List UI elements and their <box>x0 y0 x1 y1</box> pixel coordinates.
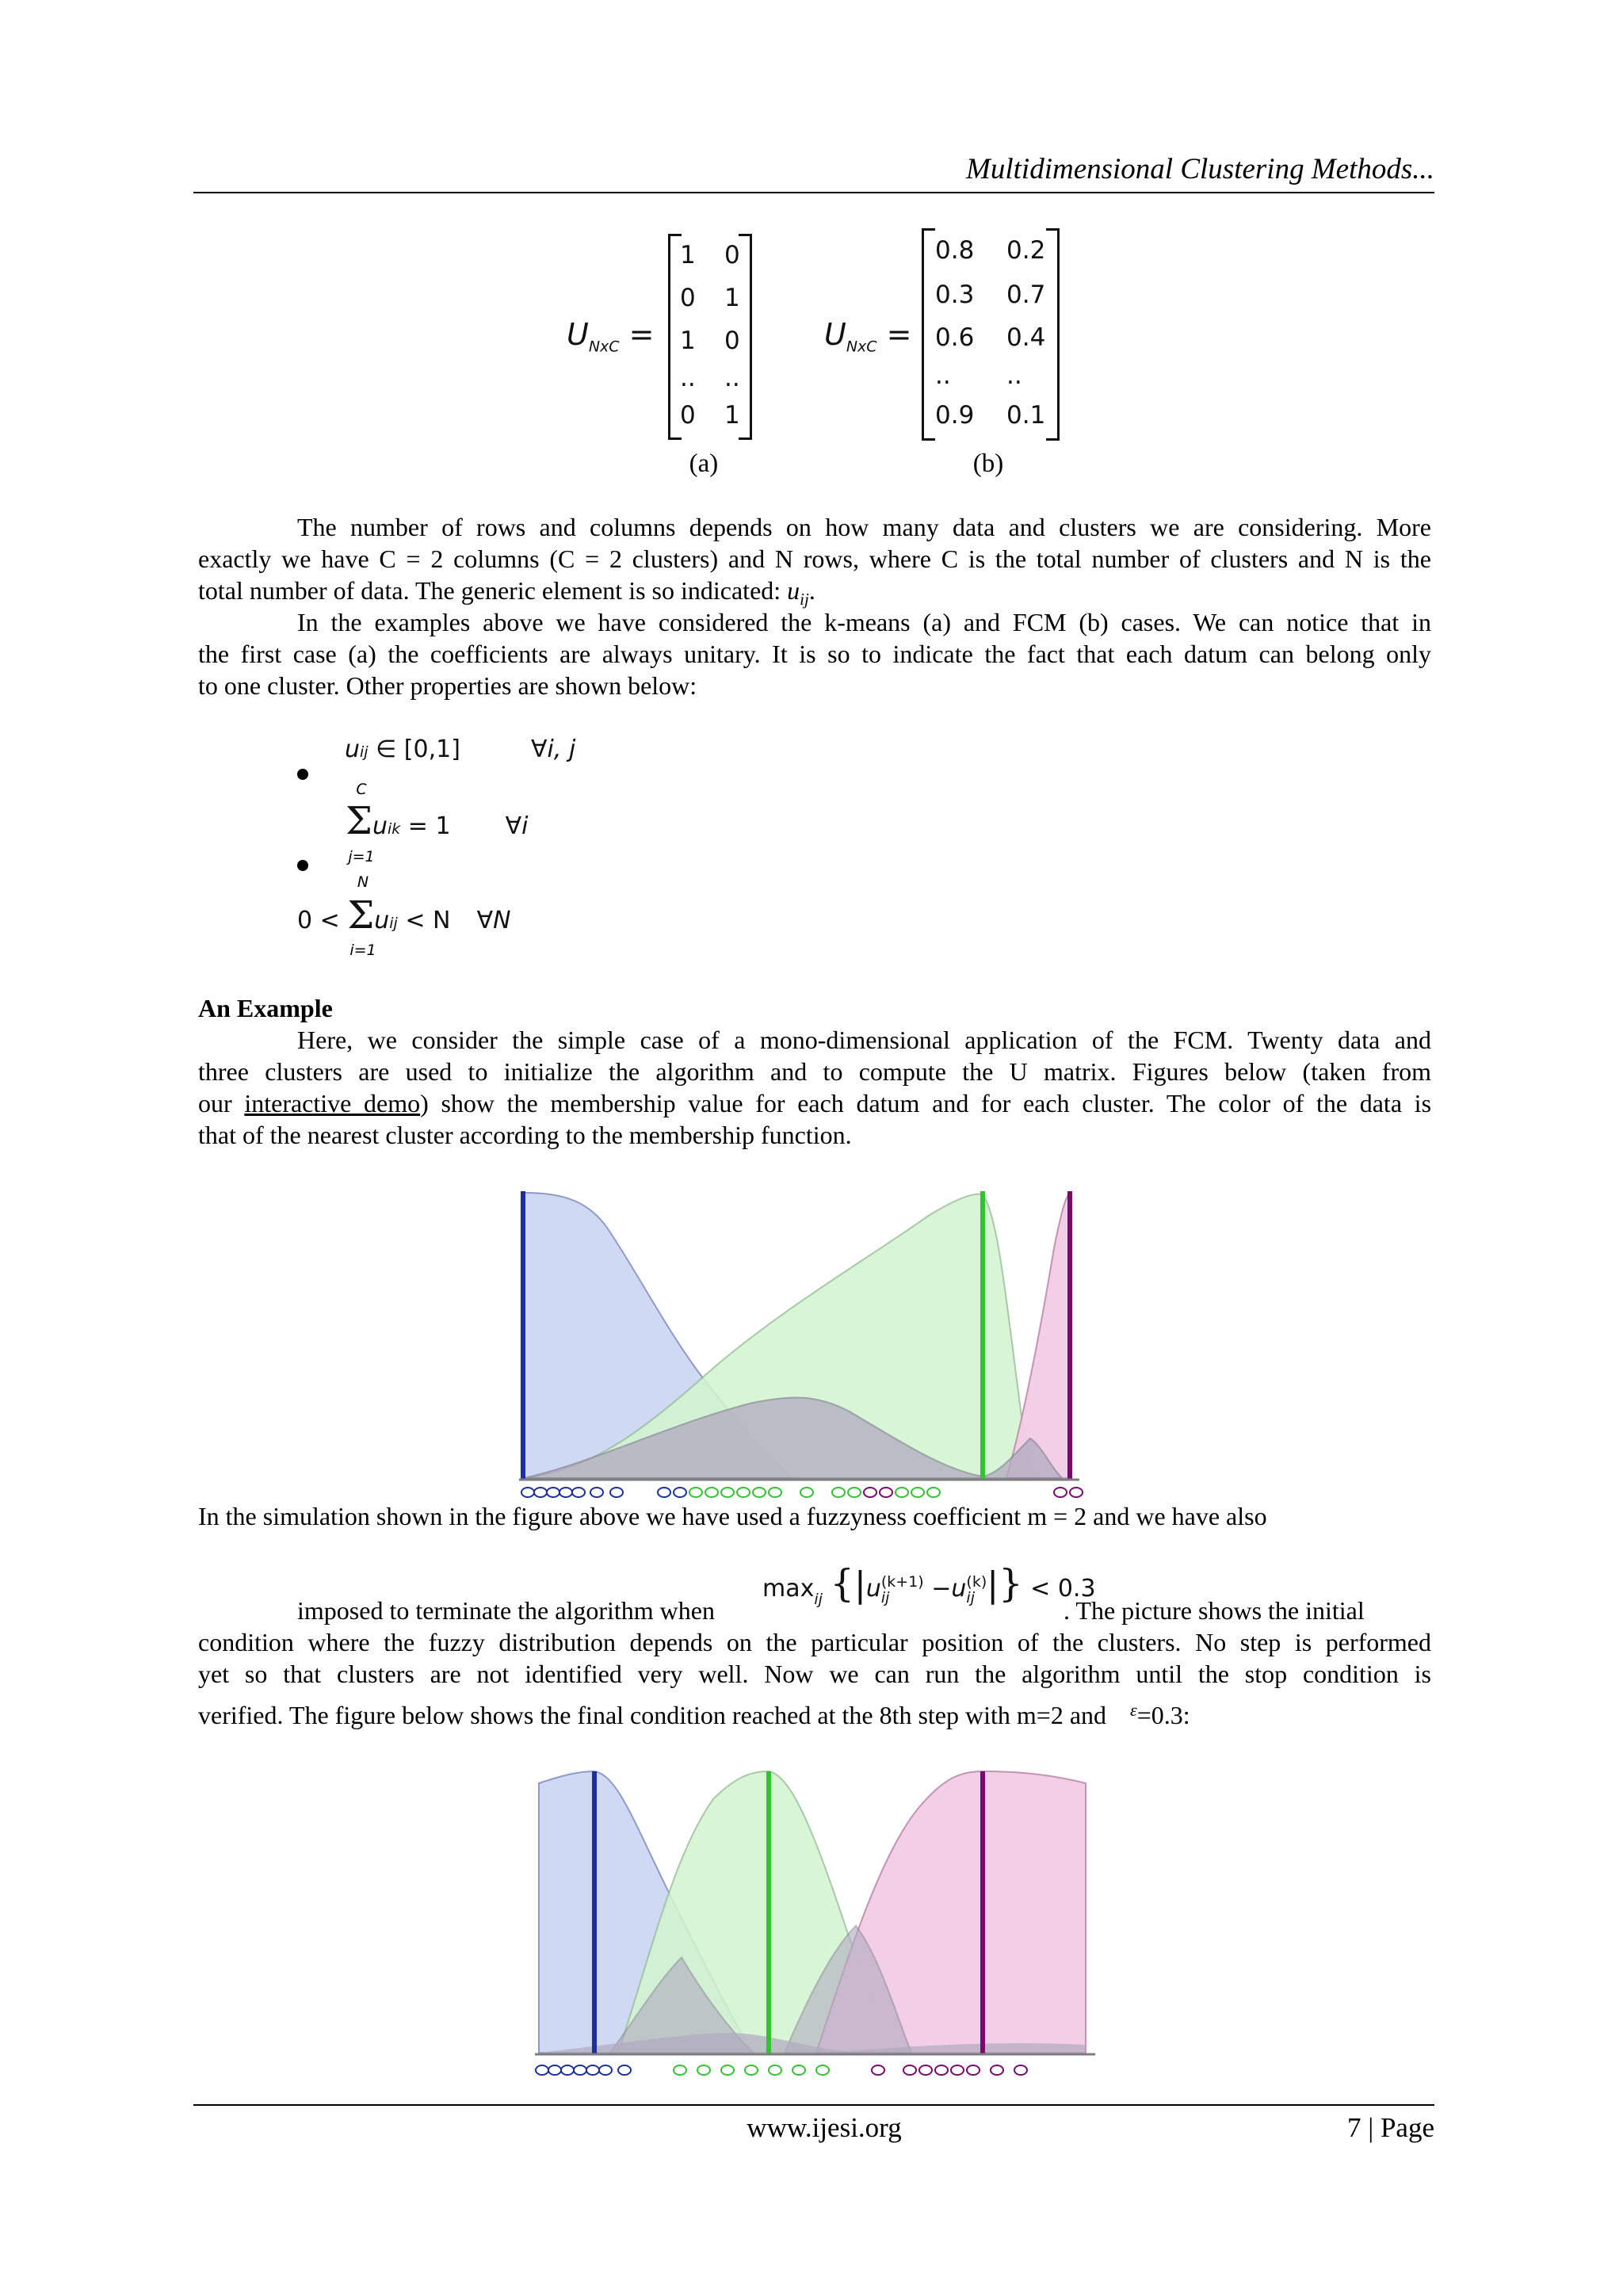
data-point-marker <box>536 2065 548 2075</box>
text-line: that of the nearest cluster according to the membership function. <box>198 1121 852 1149</box>
bullet-point <box>297 860 308 871</box>
data-point-marker <box>1014 2065 1027 2075</box>
paragraph-example <box>198 1024 1431 1151</box>
data-point-marker <box>586 2065 599 2075</box>
paragraph-termination <box>198 1595 1431 1731</box>
text-line: three clusters are used to initialize the algorithm and to compute the U matrix. Figures below (taken from <box>198 1057 1431 1086</box>
matrix-b-left-bracket <box>922 228 935 441</box>
stop-condition-formula: $\max_{ij} \{|u$ (k+1) ij −u (k) ij |} < 0.3 <box>762 1561 1096 1608</box>
data-point-marker <box>548 2065 561 2075</box>
data-point-marker <box>521 1488 534 1497</box>
data-point-marker <box>737 1488 750 1497</box>
matrix-a-caption: (a) <box>689 449 719 478</box>
text-line: exactly we have C = 2 columns (C = 2 clusters) and N rows, where C is the total number of clusters and N is the <box>198 544 1431 573</box>
paragraph-rows-columns <box>198 511 1431 615</box>
data-point-marker <box>721 2065 734 2075</box>
data-point-marker <box>618 2065 631 2075</box>
data-point-marker <box>872 2065 884 2075</box>
data-point-marker <box>561 2065 574 2075</box>
text-line: the first case (a) the coefficients are always unitary. It is so to indicate the fact that each datum can belong only <box>198 640 1431 668</box>
text-line: verified. The figure below shows the final condition reached at the 8th step with m=2 and $^\varepsilon$=0.3: <box>198 1700 1190 1729</box>
data-point-marker <box>610 1488 623 1497</box>
matrix-b-caption: (b) <box>972 449 1004 478</box>
data-point-marker <box>769 1488 781 1497</box>
bullet-point <box>297 769 308 780</box>
data-point-marker <box>848 1488 861 1497</box>
data-point-marker <box>674 2065 686 2075</box>
data-point-marker <box>935 2065 948 2075</box>
property-bound-formula: 0 < Σuij < N ∀N <box>297 893 511 938</box>
data-point-marker <box>721 1488 734 1497</box>
data-point-marker <box>753 1488 766 1497</box>
data-point-marker <box>967 2065 980 2075</box>
figure-final-membership <box>531 1759 1102 2084</box>
data-point-marker <box>800 1488 813 1497</box>
data-point-marker <box>880 1488 892 1497</box>
data-point-marker <box>697 2065 710 2075</box>
property-range-formula: uij ∈ [0,1] ∀i, j <box>345 735 576 763</box>
property-sum-formula: Σuik = 1 ∀i <box>346 799 529 843</box>
data-point-marker <box>658 1488 670 1497</box>
data-point-marker <box>572 1488 585 1497</box>
data-point-marker <box>792 2065 805 2075</box>
running-header: Multidimensional Clustering Methods... <box>966 153 1434 185</box>
data-point-marker <box>816 2065 829 2075</box>
text-line: Here, we consider the simple case of a mono-dimensional application of the FCM. Twenty data and <box>297 1026 1431 1054</box>
property-bound-formula-bottom: i=1 <box>349 942 376 959</box>
text-line: The number of rows and columns depends on how many data and clusters we are considering. More <box>297 513 1431 541</box>
data-point-marker <box>745 2065 758 2075</box>
data-point-marker <box>769 2065 781 2075</box>
data-point-marker <box>705 1488 718 1497</box>
header-rule <box>193 192 1434 193</box>
data-point-marker <box>547 1488 559 1497</box>
footer-website: www.ijesi.org <box>747 2112 902 2143</box>
text-line: condition where the fuzzy distribution depends on the particular position of the clusters. No step is performed <box>198 1628 1431 1656</box>
footer-rule <box>193 2104 1434 2106</box>
figure-initial-membership <box>515 1185 1117 1502</box>
data-point-marker <box>832 1488 845 1497</box>
matrix-b-label: $U_{NxC}$ = <box>824 317 912 356</box>
matrix-a-body: 1 0 0 1 1 0 .. .. 0 1 <box>680 241 740 430</box>
matrix-a-label: $U_{NxC}$ = <box>567 317 655 356</box>
text-line: imposed to terminate the algorithm when . The picture shows the initial <box>297 1596 1365 1625</box>
paragraph-simulation <box>198 1500 1431 1532</box>
data-point-marker <box>1070 1488 1083 1497</box>
footer-page-number: 7 | Page <box>1346 2112 1434 2143</box>
data-point-marker <box>896 1488 908 1497</box>
data-point-marker <box>674 1488 686 1497</box>
property-sum-formula-bottom: j=1 <box>348 848 375 865</box>
text-line: to one cluster. Other properties are shown below: <box>198 671 697 700</box>
section-heading: An Example <box>198 994 333 1022</box>
data-point-marker <box>534 1488 547 1497</box>
text-line: In the examples above we have considered the k-means (a) and FCM (b) cases. We can notice that in <box>297 608 1431 636</box>
data-point-marker <box>991 2065 1003 2075</box>
data-point-marker <box>903 2065 916 2075</box>
property-sum-formula-top: C <box>356 781 367 798</box>
data-point-marker <box>559 1488 572 1497</box>
data-point-marker <box>864 1488 876 1497</box>
data-point-marker <box>599 2065 612 2075</box>
data-point-marker <box>919 2065 932 2075</box>
text-line: total number of data. The generic element is so indicated: $u_{ij}$. <box>198 576 815 609</box>
interactive-demo-link[interactable]: interactive demo <box>244 1089 421 1117</box>
text-line: yet so that clusters are not identified very well. Now we can run the algorithm until the stop condition is <box>198 1660 1431 1688</box>
paragraph-kmeans-fcm <box>198 606 1431 701</box>
data-point-marker <box>1054 1488 1067 1497</box>
matrix-b-body: 0.8 0.2 0.3 0.7 0.6 0.4 .. .. 0.9 0.1 <box>935 236 1046 430</box>
data-point-marker <box>927 1488 940 1497</box>
data-point-marker <box>574 2065 586 2075</box>
data-point-marker <box>590 1488 603 1497</box>
property-bound-formula-top: N <box>357 873 369 891</box>
text-line: In the simulation shown in the figure above we have used a fuzzyness coefficient m = 2 and we have also <box>198 1502 1267 1530</box>
text-line: our interactive demo) show the membership value for each datum and for each cluster. The color of the data is <box>198 1089 1432 1117</box>
data-point-marker <box>951 2065 964 2075</box>
data-point-marker <box>689 1488 702 1497</box>
data-point-marker <box>911 1488 924 1497</box>
